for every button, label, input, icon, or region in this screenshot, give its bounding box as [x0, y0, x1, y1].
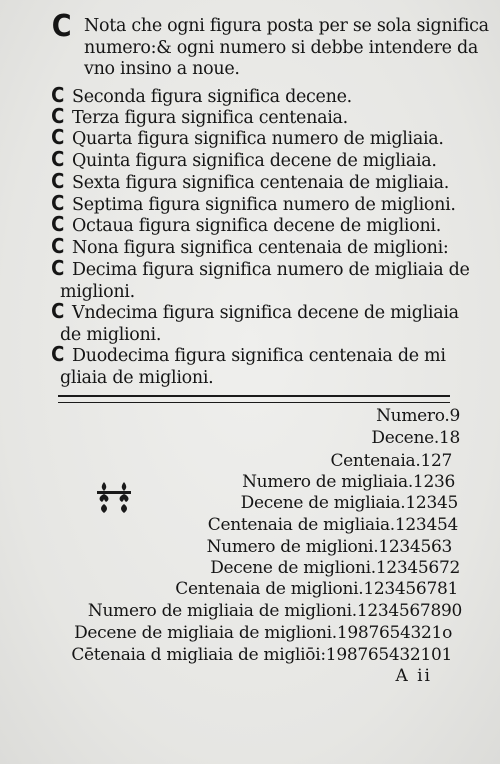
table-row: Numero de miglioni.1234563 [206, 537, 452, 557]
pilcrow-icon: C [51, 342, 65, 366]
paragraph-line: Terza figura significa centenaia. [72, 108, 348, 128]
pilcrow-icon: C [51, 104, 65, 128]
divider-rule [58, 395, 450, 397]
paragraph-line: Decima figura significa numero de migliaia de [72, 260, 470, 280]
pilcrow-icon: C [51, 234, 65, 258]
table-row: Centenaia de miglioni.123456781 [175, 579, 458, 599]
pilcrow-icon: C [51, 256, 65, 280]
paragraph-line: Quarta figura significa numero de migliaia. [72, 129, 444, 149]
pilcrow-icon: C [51, 299, 65, 323]
pilcrow-icon: C [51, 212, 65, 236]
paragraph-line: vno insino a noue. [84, 59, 240, 79]
paragraph-line: Quinta figura significa decene de migliaia. [72, 151, 437, 171]
paragraph-line: Septima figura significa numero de miglioni. [72, 195, 456, 215]
table-row: Numero.9 [376, 406, 460, 426]
pilcrow-icon: C [51, 125, 65, 149]
table-row: Centenaia de migliaia.123454 [207, 515, 458, 535]
fleuron-ornament-icon [94, 478, 134, 518]
paragraph-line: Duodecima figura significa centenaia de mi [72, 346, 446, 366]
paragraph-line: numero:& ogni numero si debbe intendere da [84, 37, 478, 58]
paragraph-1 [50, 9, 489, 81]
paragraph-line: Vndecima figura significa decene de migliaia [72, 303, 459, 323]
table-row: Decene.18 [371, 428, 460, 448]
paragraph-11 [50, 301, 460, 346]
paragraph-line: de miglioni. [60, 324, 162, 345]
paragraph-line: Seconda figura significa decene. [72, 87, 352, 107]
paragraph-5 [50, 149, 460, 173]
pilcrow-icon: C [51, 191, 65, 215]
table-row: Decene de migliaia de miglioni.1987654321o [74, 623, 452, 643]
paragraph-4 [50, 127, 460, 151]
paragraph-line: gliaia de miglioni. [60, 367, 214, 388]
table-row: Decene de migliaia.12345 [240, 493, 458, 513]
paragraph-line: Nona figura significa centenaia de miglioni: [72, 238, 449, 258]
paragraph-8 [50, 214, 460, 238]
table-row: Numero de migliaia de miglioni.1234567890 [87, 601, 462, 621]
paragraph-12 [50, 344, 460, 389]
pilcrow-icon: C [51, 83, 65, 107]
paragraph-6 [50, 171, 460, 195]
pilcrow-icon: C [51, 169, 65, 193]
paragraph-2 [50, 85, 460, 109]
paragraph-line: miglioni. [60, 281, 135, 302]
paragraph-3 [50, 106, 460, 130]
table-row: Decene de miglioni.12345672 [210, 558, 460, 578]
paragraph-line: Nota che ogni figura posta per se sola significa [84, 16, 489, 36]
paragraph-7 [50, 193, 460, 217]
paragraph-line: Sexta figura significa centenaia de migliaia. [72, 173, 450, 193]
table-row: Cētenaia d migliaia de migliōi:198765432101 [71, 645, 452, 665]
table-row: Numero de migliaia.1236 [242, 472, 455, 492]
paragraph-10 [50, 256, 470, 303]
signature-mark: A ii [395, 666, 432, 686]
table-row: Centenaia.127 [330, 451, 452, 471]
pilcrow-icon: C [51, 147, 65, 171]
divider-rule [58, 402, 450, 403]
pilcrow-icon: C [51, 9, 72, 44]
paragraph-9 [50, 236, 460, 260]
paragraph-line: Octaua figura significa decene de miglioni. [72, 216, 441, 236]
